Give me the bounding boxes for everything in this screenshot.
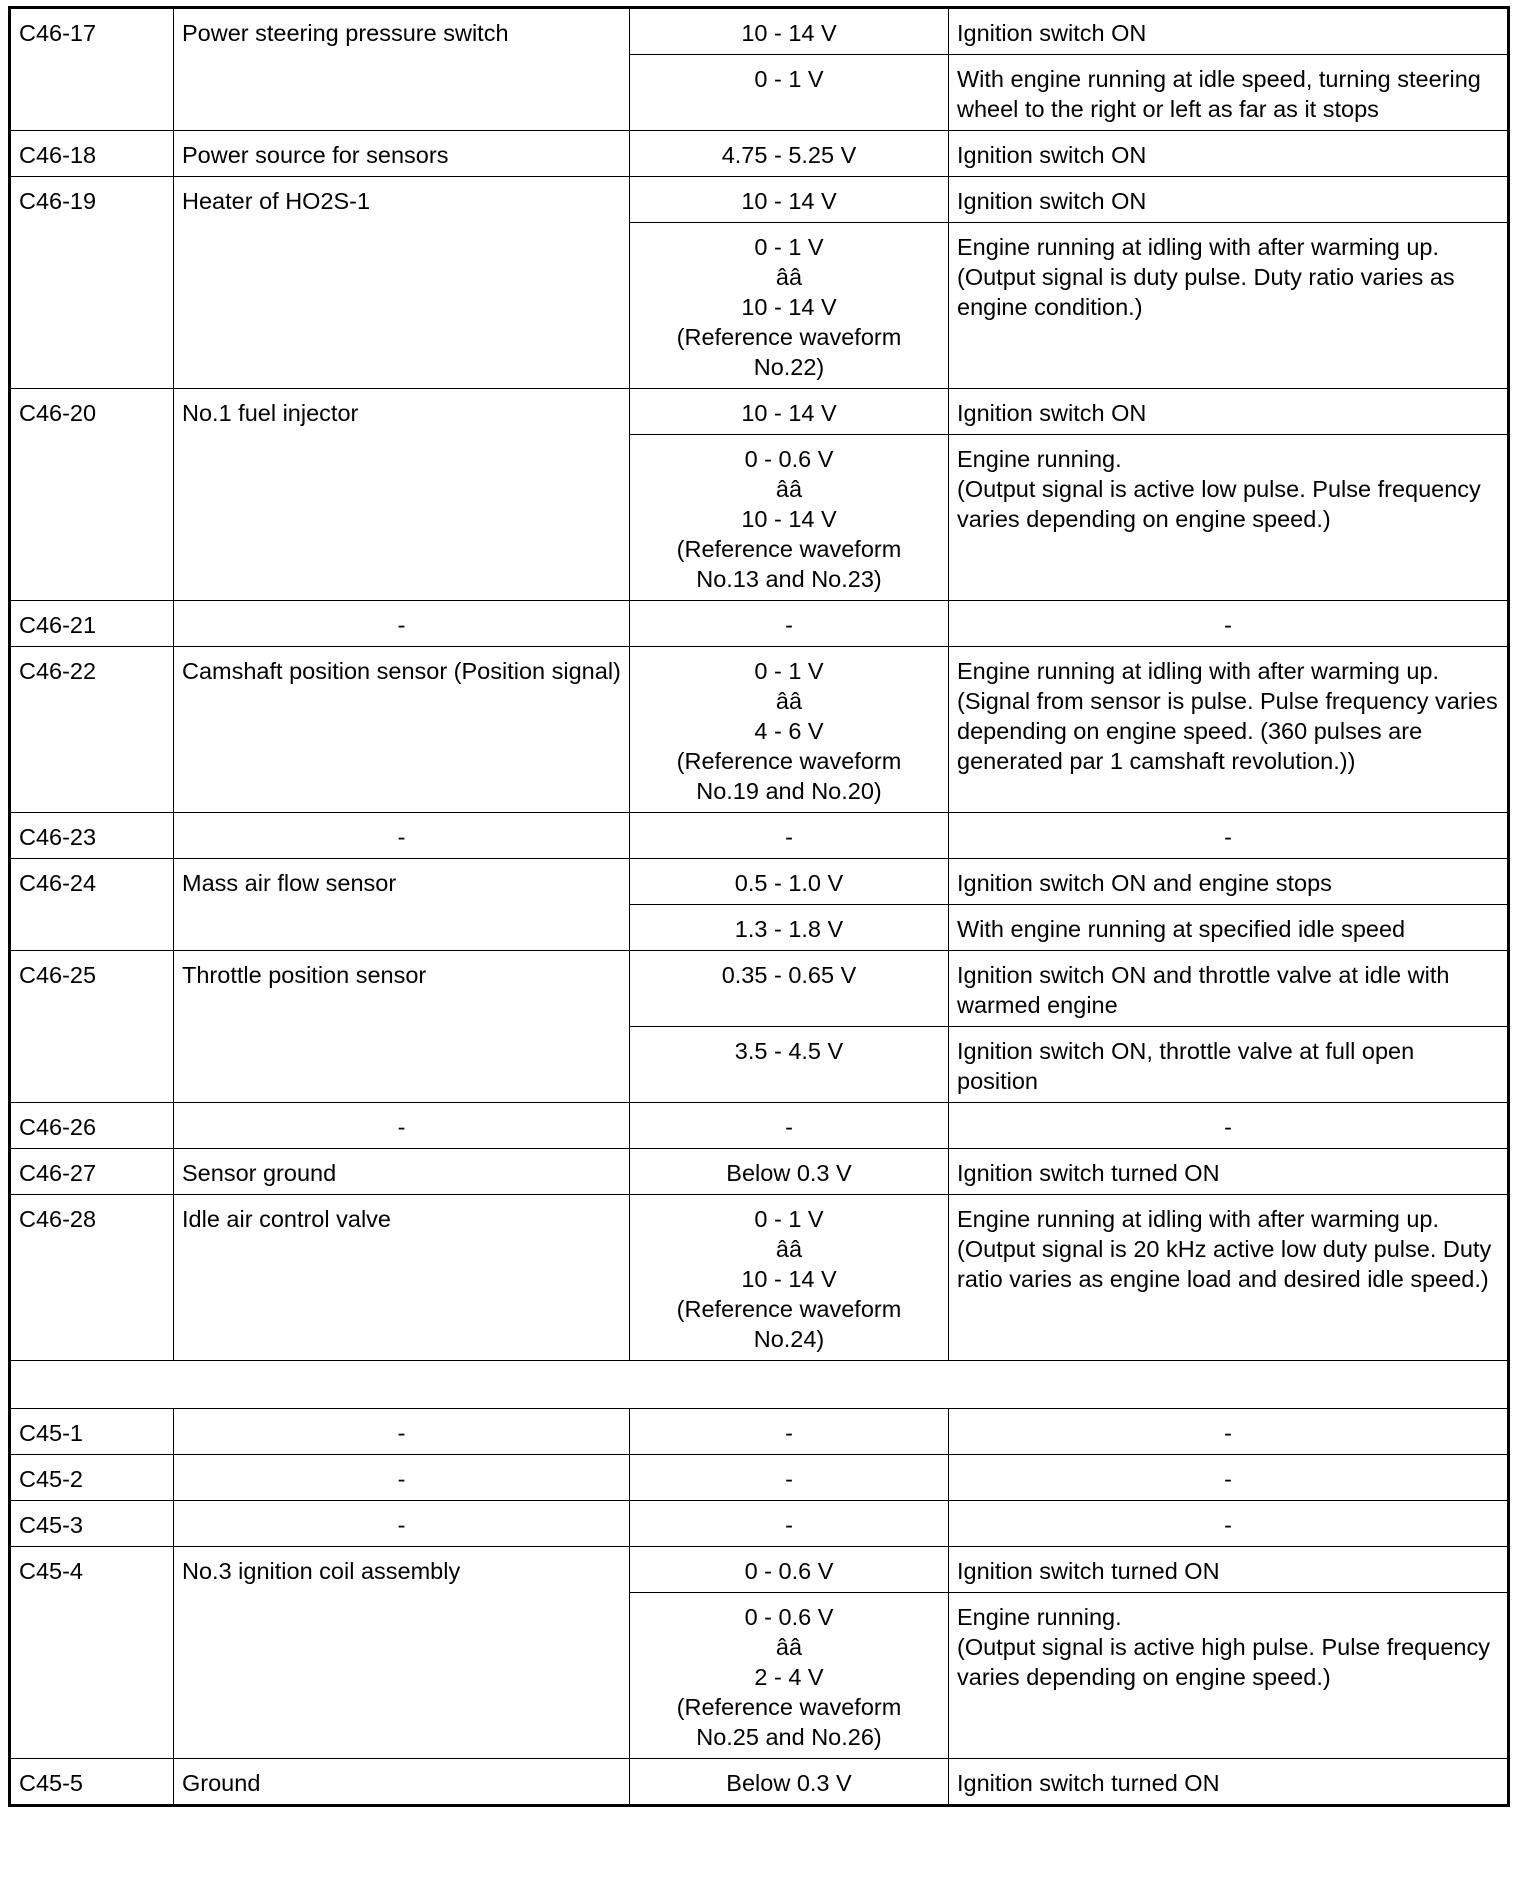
terminal-cell: C46-26 — [10, 1103, 174, 1149]
standard-value-line: 1.3 - 1.8 V — [734, 916, 844, 942]
standard-value-line: Below 0.3 V — [726, 1160, 852, 1186]
standard-value-line: 4.75 - 5.25 V — [721, 142, 857, 168]
condition-cell: Ignition switch ON and engine stops — [949, 859, 1509, 905]
condition-line: Engine running. — [957, 1604, 1122, 1630]
table-row — [10, 1759, 1509, 1806]
terminal-cell: C46-17 — [10, 8, 174, 131]
table-row — [10, 1547, 1509, 1593]
condition-cell: Ignition switch ON and throttle valve at idle with warmed engine — [949, 951, 1509, 1027]
standard-value-line: No.24) — [753, 1326, 825, 1352]
standard-value-line: 3.5 - 4.5 V — [734, 1038, 844, 1064]
description-cell: Mass air flow sensor — [174, 859, 630, 951]
table-row — [10, 1103, 1509, 1149]
ecm-terminal-spec-table — [8, 6, 1510, 1807]
terminal-cell: C45-3 — [10, 1501, 174, 1547]
condition-cell: Engine running at idling with after warming up. (Output signal is 20 kHz active low duty pulse. Duty ratio varies as engine load and desired idle speed.) — [949, 1195, 1509, 1361]
standard-value-line: No.22) — [753, 354, 825, 380]
standard-value-line: 0 - 1 V — [754, 66, 824, 92]
terminal-cell: C45-4 — [10, 1547, 174, 1759]
condition-cell — [949, 435, 1509, 601]
condition-cell: Ignition switch ON — [949, 389, 1509, 435]
standard-value-cell — [630, 859, 949, 905]
standard-value-line: 10 - 14 V — [741, 400, 837, 426]
standard-value-cell — [630, 435, 949, 601]
standard-value-line: - — [785, 1114, 793, 1140]
standard-value-line: 2 - 4 V — [754, 1664, 824, 1690]
standard-value-line: 0 - 0.6 V — [744, 1558, 834, 1584]
standard-value-cell — [630, 1593, 949, 1759]
terminal-cell: C45-2 — [10, 1455, 174, 1501]
standard-value-line: 0 - 1 V — [754, 234, 824, 260]
table-row — [10, 131, 1509, 177]
standard-value-line: No.19 and No.20) — [696, 778, 882, 804]
standard-value-line: - — [785, 824, 793, 850]
standard-value-cell — [630, 813, 949, 859]
table-row — [10, 813, 1509, 859]
standard-value-cell — [630, 1149, 949, 1195]
terminal-cell: C46-20 — [10, 389, 174, 601]
standard-value-line: 0 - 0.6 V — [744, 446, 834, 472]
standard-value-cell — [630, 131, 949, 177]
standard-value-cell — [630, 1501, 949, 1547]
description-cell: Ground — [174, 1759, 630, 1806]
terminal-cell: C45-1 — [10, 1409, 174, 1455]
description-cell: No.3 ignition coil assembly — [174, 1547, 630, 1759]
spec-table-body — [10, 8, 1509, 1806]
standard-value-line: Below 0.3 V — [726, 1770, 852, 1796]
condition-cell: - — [949, 1409, 1509, 1455]
condition-cell: Engine running at idling with after warming up. (Signal from sensor is pulse. Pulse frequency varies depending on engine speed. (360 pulses are generated par 1 camshaft revolution.)) — [949, 647, 1509, 813]
description-cell: - — [174, 1103, 630, 1149]
terminal-cell: C46-25 — [10, 951, 174, 1103]
standard-value-cell — [630, 1103, 949, 1149]
table-row — [10, 177, 1509, 223]
table-row — [10, 1501, 1509, 1547]
section-spacer-cell — [10, 1361, 1509, 1409]
standard-value-line: 0.35 - 0.65 V — [721, 962, 857, 988]
standard-value-cell — [630, 905, 949, 951]
standard-value-line: 10 - 14 V — [741, 188, 837, 214]
section-spacer-row — [10, 1361, 1509, 1409]
condition-cell — [949, 1593, 1509, 1759]
standard-value-line: ââ — [775, 688, 803, 714]
description-cell: Sensor ground — [174, 1149, 630, 1195]
condition-cell: Ignition switch turned ON — [949, 1759, 1509, 1806]
standard-value-line: ââ — [775, 264, 803, 290]
condition-cell: With engine running at idle speed, turning steering wheel to the right or left as far as it stops — [949, 55, 1509, 131]
condition-cell: - — [949, 1455, 1509, 1501]
condition-cell: With engine running at specified idle speed — [949, 905, 1509, 951]
description-cell: - — [174, 1455, 630, 1501]
condition-cell: Ignition switch turned ON — [949, 1149, 1509, 1195]
table-row — [10, 951, 1509, 1027]
table-row — [10, 1409, 1509, 1455]
standard-value-line: - — [785, 612, 793, 638]
standard-value-cell — [630, 8, 949, 55]
condition-cell: Engine running at idling with after warming up. (Output signal is duty pulse. Duty ratio varies as engine condition.) — [949, 223, 1509, 389]
condition-line: Engine running. — [957, 446, 1122, 472]
standard-value-line: (Reference waveform — [676, 536, 902, 562]
terminal-cell: C45-5 — [10, 1759, 174, 1806]
terminal-cell: C46-19 — [10, 177, 174, 389]
standard-value-line: 0.5 - 1.0 V — [734, 870, 844, 896]
standard-value-line: - — [785, 1512, 793, 1538]
standard-value-line: (Reference waveform — [676, 1296, 902, 1322]
standard-value-line: 4 - 6 V — [754, 718, 824, 744]
description-cell: Throttle position sensor — [174, 951, 630, 1103]
table-row — [10, 8, 1509, 55]
standard-value-cell — [630, 177, 949, 223]
description-cell: Idle air control valve — [174, 1195, 630, 1361]
standard-value-line: 0 - 1 V — [754, 658, 824, 684]
standard-value-line: (Reference waveform — [676, 1694, 902, 1720]
standard-value-cell — [630, 55, 949, 131]
standard-value-cell — [630, 1027, 949, 1103]
standard-value-cell — [630, 1195, 949, 1361]
standard-value-cell — [630, 1759, 949, 1806]
condition-cell: Ignition switch turned ON — [949, 1547, 1509, 1593]
standard-value-line: - — [785, 1466, 793, 1492]
standard-value-line: ââ — [775, 476, 803, 502]
table-row — [10, 1149, 1509, 1195]
description-cell: - — [174, 1409, 630, 1455]
standard-value-line: - — [785, 1420, 793, 1446]
condition-cell: - — [949, 1103, 1509, 1149]
standard-value-cell — [630, 601, 949, 647]
table-row — [10, 859, 1509, 905]
table-row — [10, 601, 1509, 647]
condition-cell: Ignition switch ON — [949, 131, 1509, 177]
table-row — [10, 389, 1509, 435]
description-cell: No.1 fuel injector — [174, 389, 630, 601]
standard-value-line: ââ — [775, 1634, 803, 1660]
condition-cell: - — [949, 1501, 1509, 1547]
condition-cell: Ignition switch ON — [949, 177, 1509, 223]
standard-value-cell — [630, 1455, 949, 1501]
standard-value-line: 10 - 14 V — [741, 294, 837, 320]
description-cell: Power steering pressure switch — [174, 8, 630, 131]
condition-cell: Ignition switch ON — [949, 8, 1509, 55]
standard-value-line: 10 - 14 V — [741, 20, 837, 46]
standard-value-line: No.25 and No.26) — [696, 1724, 882, 1750]
standard-value-line: 0 - 1 V — [754, 1206, 824, 1232]
description-cell: - — [174, 1501, 630, 1547]
standard-value-cell — [630, 1547, 949, 1593]
terminal-cell: C46-27 — [10, 1149, 174, 1195]
condition-line: (Output signal is active low pulse. Pulse frequency varies depending on engine speed.) — [957, 476, 1481, 532]
standard-value-cell — [630, 1409, 949, 1455]
condition-cell: - — [949, 813, 1509, 859]
condition-line: (Output signal is active high pulse. Pulse frequency varies depending on engine speed.) — [957, 1634, 1490, 1690]
table-row — [10, 647, 1509, 813]
description-cell: - — [174, 601, 630, 647]
standard-value-line: (Reference waveform — [676, 748, 902, 774]
standard-value-cell — [630, 389, 949, 435]
terminal-cell: C46-18 — [10, 131, 174, 177]
standard-value-line: 10 - 14 V — [741, 506, 837, 532]
standard-value-line: 0 - 0.6 V — [744, 1604, 834, 1630]
terminal-cell: C46-23 — [10, 813, 174, 859]
condition-cell: Ignition switch ON, throttle valve at full open position — [949, 1027, 1509, 1103]
standard-value-line: No.13 and No.23) — [696, 566, 882, 592]
terminal-cell: C46-21 — [10, 601, 174, 647]
description-cell: Power source for sensors — [174, 131, 630, 177]
terminal-cell: C46-24 — [10, 859, 174, 951]
table-row — [10, 1195, 1509, 1361]
terminal-cell: C46-28 — [10, 1195, 174, 1361]
standard-value-cell — [630, 647, 949, 813]
standard-value-line: 10 - 14 V — [741, 1266, 837, 1292]
description-cell: Camshaft position sensor (Position signal) — [174, 647, 630, 813]
standard-value-line: (Reference waveform — [676, 324, 902, 350]
table-row — [10, 1455, 1509, 1501]
description-cell: - — [174, 813, 630, 859]
standard-value-line: ââ — [775, 1236, 803, 1262]
terminal-cell: C46-22 — [10, 647, 174, 813]
standard-value-cell — [630, 951, 949, 1027]
condition-cell: - — [949, 601, 1509, 647]
standard-value-cell — [630, 223, 949, 389]
description-cell: Heater of HO2S-1 — [174, 177, 630, 389]
